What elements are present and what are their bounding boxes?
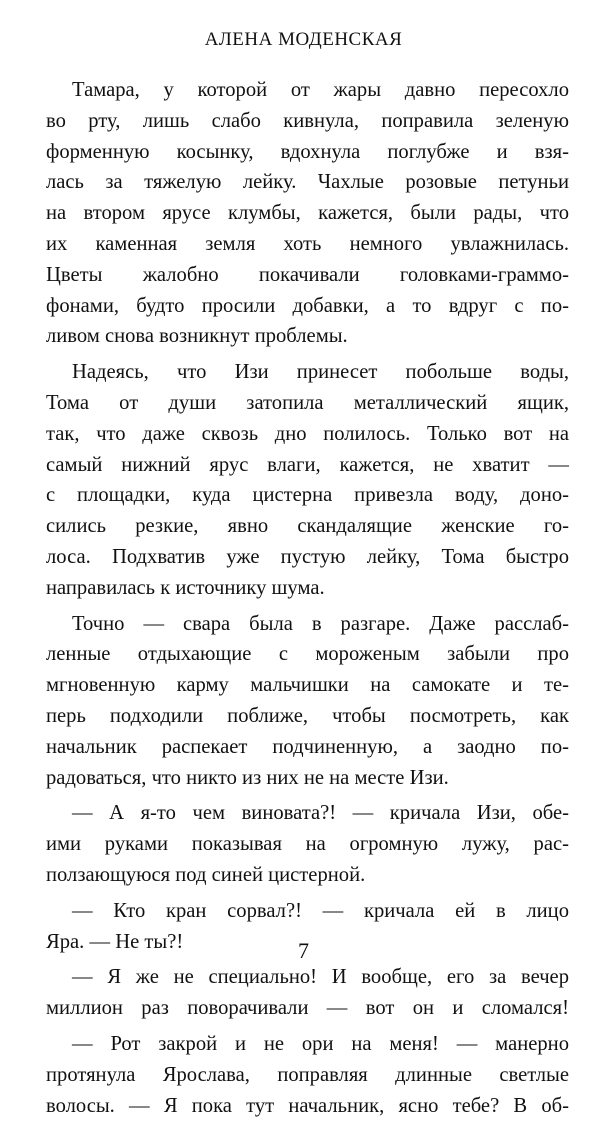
paragraph bbox=[46, 609, 569, 794]
text-line: ползающуюся под синей цистерной. bbox=[46, 860, 569, 891]
text-line: — Я же не специально! И вообще, его за вечер bbox=[46, 962, 569, 993]
body-text bbox=[46, 75, 569, 1121]
text-line: радоваться, что никто из них не на месте Изи. bbox=[46, 763, 569, 794]
dialogue-paragraph bbox=[46, 1029, 569, 1121]
text-line: Тома от души затопила металлический ящик, bbox=[46, 388, 569, 419]
paragraph bbox=[46, 75, 569, 352]
text-line: так, что даже сквозь дно полилось. Только вот на bbox=[46, 419, 569, 450]
text-line: Надеясь, что Изи принесет побольше воды, bbox=[46, 357, 569, 388]
text-line: самый нижний ярус влаги, кажется, не хватит — bbox=[46, 450, 569, 481]
text-line: миллион раз поворачивали — вот он и сломался! bbox=[46, 993, 569, 1024]
text-line: сились резкие, явно скандалящие женские го- bbox=[46, 511, 569, 542]
text-line: фонами, будто просили добавки, а то вдруг с по- bbox=[46, 291, 569, 322]
text-line: ливом снова возникнут проблемы. bbox=[46, 321, 569, 352]
text-line: Цветы жалобно покачивали головками-граммо- bbox=[46, 260, 569, 291]
text-line: волосы. — Я пока тут начальник, ясно тебе? В об- bbox=[46, 1091, 569, 1121]
text-line: ими руками показывая на огромную лужу, рас- bbox=[46, 829, 569, 860]
text-line: лоса. Подхватив уже пустую лейку, Тома быстро bbox=[46, 542, 569, 573]
text-line: с площадки, куда цистерна привезла воду, доно- bbox=[46, 480, 569, 511]
dialogue-paragraph bbox=[46, 798, 569, 890]
text-line: лась за тяжелую лейку. Чахлые розовые петуньи bbox=[46, 167, 569, 198]
text-line: протянула Ярослава, поправляя длинные светлые bbox=[46, 1060, 569, 1091]
dialogue-paragraph bbox=[46, 962, 569, 1024]
text-line: их каменная земля хоть немного увлажнилась. bbox=[46, 229, 569, 260]
text-line: — Кто кран сорвал?! — кричала ей в лицо bbox=[46, 896, 569, 927]
text-line: на втором ярусе клумбы, кажется, были рады, что bbox=[46, 198, 569, 229]
running-head: АЛЕНА МОДЕНСКАЯ bbox=[0, 29, 607, 51]
text-line: форменную косынку, вдохнула поглубже и взя- bbox=[46, 137, 569, 168]
text-line: ленные отдыхающие с мороженым забыли про bbox=[46, 639, 569, 670]
paragraph bbox=[46, 357, 569, 603]
text-line: начальник распекает подчиненную, а заодно по- bbox=[46, 732, 569, 763]
text-line: во рту, лишь слабо кивнула, поправила зеленую bbox=[46, 106, 569, 137]
text-line: Тамара, у которой от жары давно пересохло bbox=[46, 75, 569, 106]
text-line: мгновенную карму мальчишки на самокате и те- bbox=[46, 670, 569, 701]
text-line: — А я-то чем виновата?! — кричала Изи, обе- bbox=[46, 798, 569, 829]
text-line: направилась к источнику шума. bbox=[46, 573, 569, 604]
text-line: Яра. — Не ты?! bbox=[46, 927, 569, 958]
page-number: 7 bbox=[0, 938, 607, 964]
text-line: перь подходили поближе, чтобы посмотреть, как bbox=[46, 701, 569, 732]
text-line: Точно — свара была в разгаре. Даже расслаб- bbox=[46, 609, 569, 640]
text-line: — Рот закрой и не ори на меня! — манерно bbox=[46, 1029, 569, 1060]
